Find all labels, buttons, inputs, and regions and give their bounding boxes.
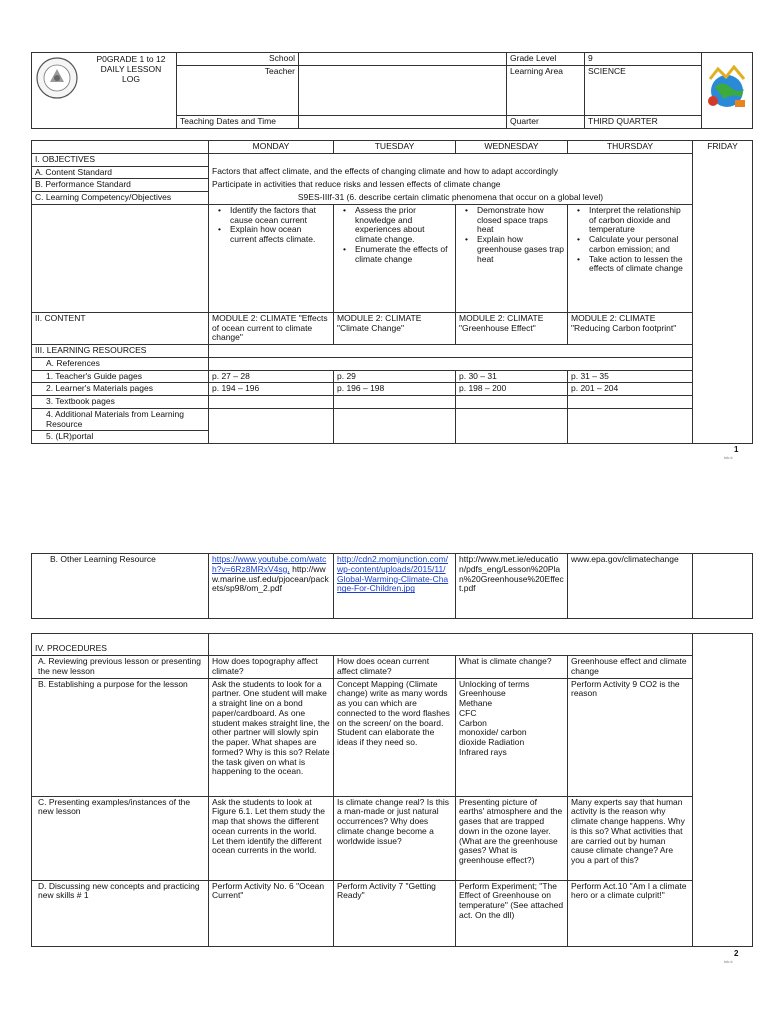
school-label: School bbox=[177, 53, 299, 66]
additional-materials-label: 4. Additional Materials from Learning Resource bbox=[32, 408, 209, 431]
lr-portal-label: 5. (LR)portal bbox=[32, 431, 209, 444]
tg-tuesday: p. 29 bbox=[334, 370, 456, 383]
other-resource-monday bbox=[209, 554, 334, 619]
procedures-heading: IV. PROCEDURES bbox=[32, 634, 209, 656]
objective-item: • Explain how greenhouse gases trap heat bbox=[471, 235, 564, 264]
purpose-term: Methane bbox=[459, 698, 493, 709]
tg-monday: p. 27 – 28 bbox=[209, 370, 334, 383]
purpose-term: Greenhouse bbox=[459, 688, 506, 699]
objective-item: • Explain how ocean current affects climate. bbox=[224, 225, 330, 245]
content-standard-text: Factors that affect climate, and the effects of changing climate and how to adapt accordingly bbox=[209, 166, 693, 179]
page-number-1: 1 bbox=[734, 445, 739, 454]
resources-heading-empty bbox=[209, 345, 693, 358]
school-value[interactable] bbox=[299, 53, 507, 66]
discussing-tuesday: Perform Activity 7 "Getting Ready" bbox=[334, 880, 456, 946]
procedures-heading-empty bbox=[209, 634, 693, 656]
teacher-value[interactable] bbox=[299, 66, 507, 116]
dll-title-line2: LOG bbox=[122, 73, 140, 84]
textbook-thursday bbox=[568, 396, 693, 409]
objective-item: • Assess the prior knowledge and experiences about climate change. bbox=[349, 206, 452, 245]
day-wednesday: WEDNESDAY bbox=[456, 141, 568, 154]
momjunction-link[interactable]: http://cdn2.momjunction.com/wp-content/uploads/2015/11/Global-Warming-Climate-Change-For-Children.jpg bbox=[337, 554, 449, 594]
reviewing-monday: How does topography affect climate? bbox=[209, 656, 334, 679]
dates-value[interactable] bbox=[299, 116, 507, 129]
reviewing-label: A. Reviewing previous lesson or presenting the new lesson bbox=[32, 656, 209, 679]
dates-label: Teaching Dates and Time bbox=[177, 116, 299, 129]
other-resource-friday bbox=[693, 554, 753, 619]
discussing-thursday: Perform Act.10 "Am I a climate hero or a climate culprit!" bbox=[568, 880, 693, 946]
other-resource-tuesday bbox=[334, 554, 456, 619]
other-resources-table bbox=[31, 553, 753, 619]
quarter-value[interactable]: THIRD QUARTER bbox=[585, 116, 702, 129]
reviewing-wednesday: What is climate change? bbox=[456, 656, 568, 679]
textbook-wednesday bbox=[456, 396, 568, 409]
presenting-tuesday: Is climate change real? Is this a man-made or just natural occurrences? Why does climate change become a worldwide issue? bbox=[334, 796, 456, 880]
other-resource-thursday: www.epa.gov/climatechange bbox=[568, 554, 693, 619]
content-label: II. CONTENT bbox=[32, 312, 209, 344]
objective-item: • Take action to lessen the effects of climate change bbox=[583, 255, 689, 275]
objectives-empty bbox=[32, 204, 209, 312]
textbook-label: 3. Textbook pages bbox=[32, 396, 209, 409]
day-friday: FRIDAY bbox=[693, 141, 753, 444]
content-standard-label: A. Content Standard bbox=[32, 166, 209, 179]
reviewing-tuesday: How does ocean current affect climate? bbox=[334, 656, 456, 679]
purpose-term: dioxide Radiation bbox=[459, 737, 525, 748]
marine-url-text: http://www.marine.usf.edu/pjocean/packets/sp98/om_2.pdf bbox=[212, 563, 329, 594]
dll-title-line1: DAILY LESSON bbox=[100, 63, 162, 74]
references-label: A. References bbox=[32, 357, 209, 370]
content-wednesday: MODULE 2: CLIMATE "Greenhouse Effect" bbox=[456, 312, 568, 344]
grade-level-label: Grade Level bbox=[507, 53, 585, 66]
page-marker-2: lnk.d bbox=[724, 959, 733, 964]
page-number-2: 2 bbox=[734, 949, 739, 958]
lm-label: 2. Learner's Materials pages bbox=[32, 383, 209, 396]
objectives-tuesday bbox=[334, 204, 456, 312]
objectives-thursday bbox=[568, 204, 693, 312]
additional-monday bbox=[209, 408, 334, 443]
grade-text: P0GRADE 1 to 12 bbox=[96, 54, 166, 64]
other-resource-label: B. Other Learning Resource bbox=[32, 554, 209, 619]
additional-wednesday bbox=[456, 408, 568, 443]
competency-text: S9ES-IIIf-31 (6. describe certain climatic phenomena that occur on a global level) bbox=[209, 192, 693, 205]
discussing-wednesday: Perform Experiment; "The Effect of Greenhouse on temperature" (See attached act. On the dll) bbox=[456, 880, 568, 946]
lm-thursday: p. 201 – 204 bbox=[568, 383, 693, 396]
procedures-friday bbox=[693, 634, 753, 947]
lesson-table-page1 bbox=[31, 140, 753, 444]
additional-thursday bbox=[568, 408, 693, 443]
competency-label: C. Learning Competency/Objectives bbox=[32, 192, 209, 205]
corner-cell bbox=[32, 141, 209, 154]
youtube-link[interactable]: https://www.youtube.com/watch?v=6Rz8MRxV4sg, bbox=[212, 554, 327, 574]
tg-label: 1. Teacher's Guide pages bbox=[32, 370, 209, 383]
objective-item: • Enumerate the effects of climate change bbox=[349, 245, 452, 265]
objective-item: • Demonstrate how closed space traps heat bbox=[471, 206, 564, 235]
procedures-table bbox=[31, 633, 753, 947]
presenting-thursday: Many experts say that human activity is the reason why climate change happens. Why is this so? What activities that are carried out by human cause climate change? Are you a part of this? bbox=[568, 796, 693, 880]
tg-wednesday: p. 30 – 31 bbox=[456, 370, 568, 383]
presenting-label: C. Presenting examples/instances of the new lesson bbox=[32, 796, 209, 880]
discussing-label: D. Discussing new concepts and practicing new skills # 1 bbox=[32, 880, 209, 946]
grade-level-value[interactable]: 9 bbox=[585, 53, 702, 66]
content-tuesday: MODULE 2: CLIMATE "Climate Change" bbox=[334, 312, 456, 344]
objectives-monday bbox=[209, 204, 334, 312]
day-monday: MONDAY bbox=[209, 141, 334, 154]
teacher-label: Teacher bbox=[177, 66, 299, 116]
tg-thursday: p. 31 – 35 bbox=[568, 370, 693, 383]
purpose-tuesday: Concept Mapping (Climate change) write as many words as you can which are connected to the word flashes on the screen/ on the board. Student can elaborate the ideas if they need so. bbox=[334, 678, 456, 796]
reviewing-thursday: Greenhouse effect and climate change bbox=[568, 656, 693, 679]
purpose-label: B. Establishing a purpose for the lesson bbox=[32, 678, 209, 796]
performance-standard-text: Participate in activities that reduce risks and lessen effects of climate change bbox=[209, 179, 693, 192]
performance-standard-label: B. Performance Standard bbox=[32, 179, 209, 192]
science-logo bbox=[704, 65, 750, 116]
purpose-monday: Ask the students to look for a partner. One student will make a straight line on a bond paper/cardboard. As one student makes straight line, the other partner will slowly spin the paper. What shapes are formed? Why is this so? Relate the task given on what is happening to the ocean. bbox=[209, 678, 334, 796]
textbook-monday bbox=[209, 396, 334, 409]
day-tuesday: TUESDAY bbox=[334, 141, 456, 154]
header-table bbox=[31, 52, 753, 129]
purpose-wednesday bbox=[456, 678, 568, 796]
page-marker-1: lnk.d bbox=[724, 455, 733, 460]
content-thursday: MODULE 2: CLIMATE "Reducing Carbon footprint" bbox=[568, 312, 693, 344]
deped-seal-logo bbox=[36, 57, 78, 99]
objectives-wednesday bbox=[456, 204, 568, 312]
objective-item: • Identify the factors that cause ocean current bbox=[224, 206, 330, 226]
objective-item: • Calculate your personal carbon emission; and bbox=[583, 235, 689, 255]
references-empty bbox=[209, 357, 693, 370]
additional-tuesday bbox=[334, 408, 456, 443]
lm-tuesday: p. 196 – 198 bbox=[334, 383, 456, 396]
learning-area-value[interactable]: SCIENCE bbox=[585, 66, 702, 116]
content-monday: MODULE 2: CLIMATE "Effects of ocean current to climate change" bbox=[209, 312, 334, 344]
deped-seal-cell bbox=[32, 53, 177, 129]
other-resource-wednesday: http://www.met.ie/education/pdfs_eng/Lesson%20Plan%20Greenhouse%20Effect.pdf bbox=[456, 554, 568, 619]
objective-item: • Interpret the relationship of carbon dioxide and temperature bbox=[583, 206, 689, 235]
objectives-heading: I. OBJECTIVES bbox=[32, 153, 209, 166]
science-logo-cell bbox=[702, 53, 753, 129]
lm-wednesday: p. 198 – 200 bbox=[456, 383, 568, 396]
lm-monday: p. 194 – 196 bbox=[209, 383, 334, 396]
learning-resources-heading: III. LEARNING RESOURCES bbox=[32, 345, 209, 358]
purpose-thursday: Perform Activity 9 CO2 is the reason bbox=[568, 678, 693, 796]
purpose-term: Unlocking of terms bbox=[459, 678, 530, 689]
purpose-term: monoxide/ carbon bbox=[459, 727, 527, 738]
quarter-label: Quarter bbox=[507, 116, 585, 129]
textbook-tuesday bbox=[334, 396, 456, 409]
presenting-monday: Ask the students to look at Figure 6.1. Let them study the map that shows the different ocean currents in the world. Let them identify the different ocean currents in the world. bbox=[209, 796, 334, 880]
discussing-monday: Perform Activity No. 6 "Ocean Current" bbox=[209, 880, 334, 946]
purpose-term: CFC bbox=[459, 707, 477, 718]
purpose-term: Infrared rays bbox=[459, 746, 507, 757]
learning-area-label: Learning Area bbox=[507, 66, 585, 116]
day-thursday: THURSDAY bbox=[568, 141, 693, 154]
purpose-term: Carbon bbox=[459, 717, 487, 728]
presenting-wednesday: Presenting picture of earths' atmosphere and the gases that are trapped down in the ozone layer. (What are the greenhouse gases? What is greenhouse effect?) bbox=[456, 796, 568, 880]
